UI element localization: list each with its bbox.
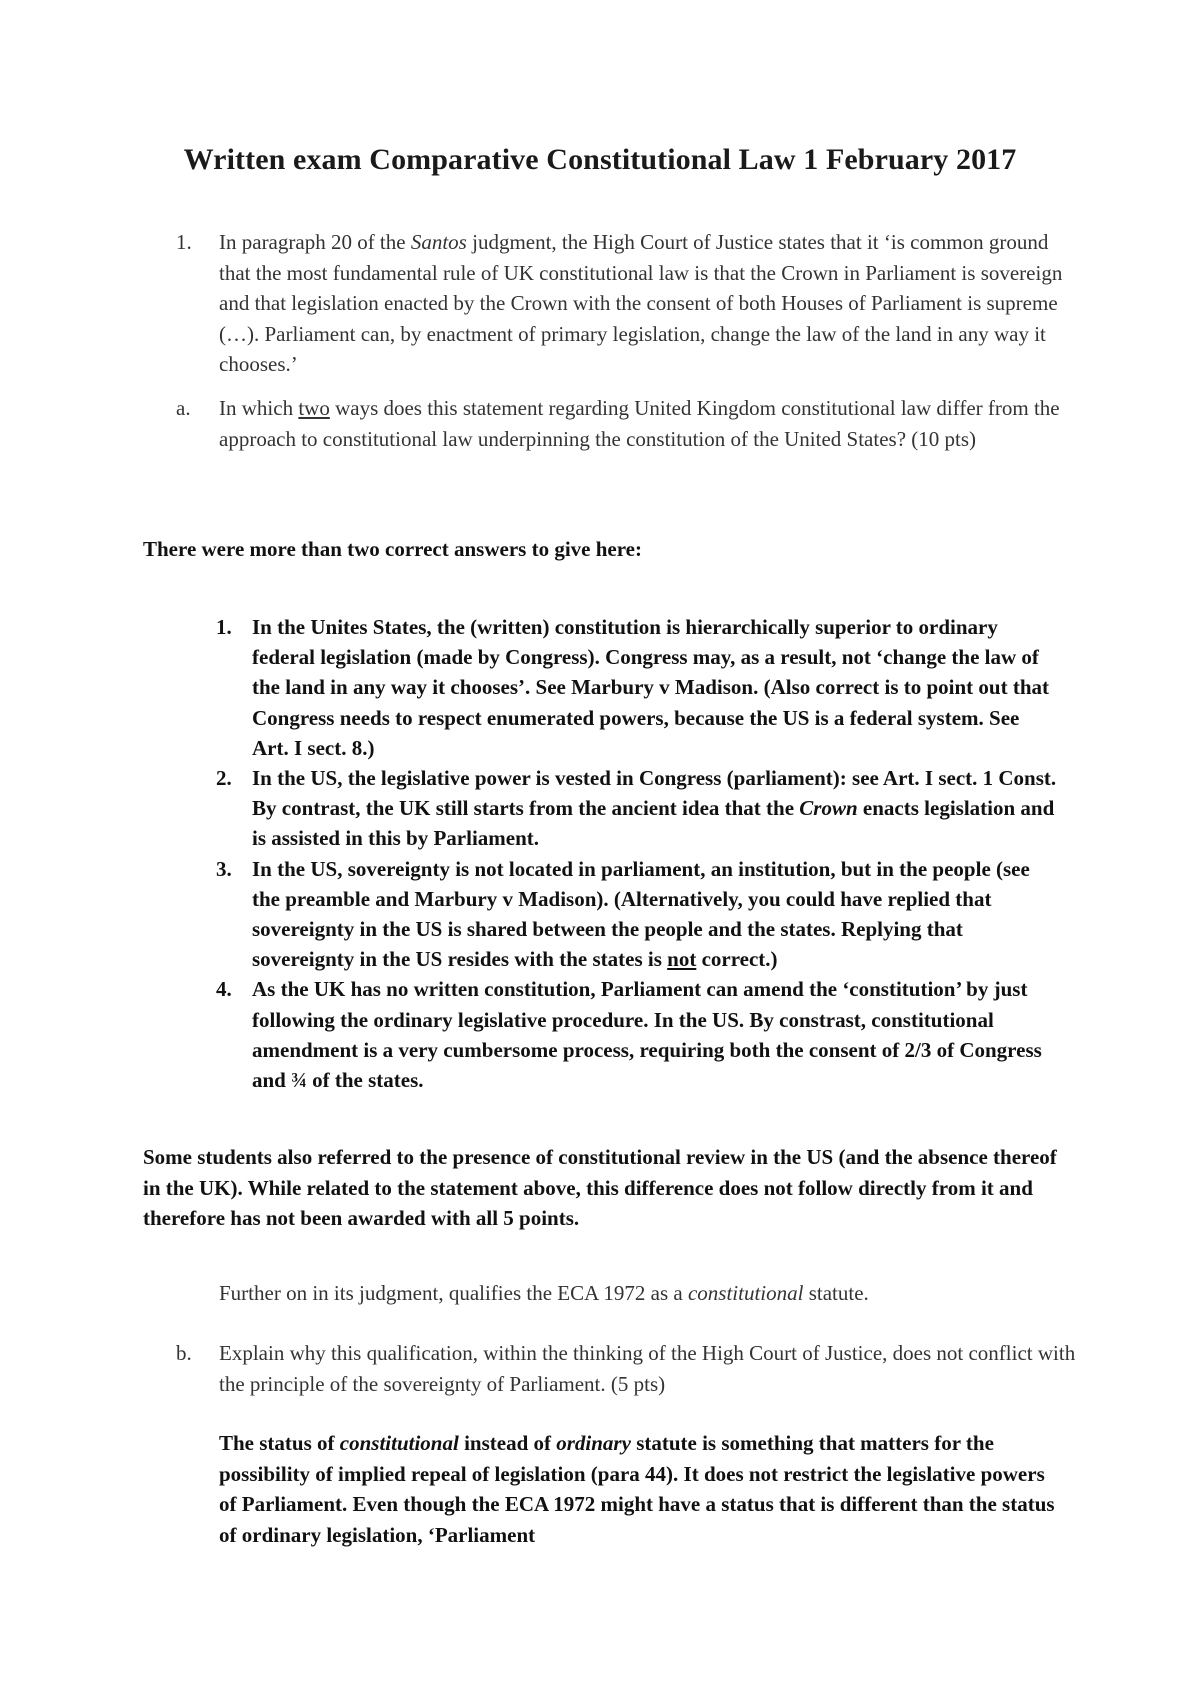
question-a-underlined: two (298, 396, 330, 420)
answer-b-italic: constitutional (339, 1431, 459, 1455)
answer-underlined: not (667, 947, 697, 972)
answer-b-part: statute is something that matters for the possibility of implied repeal of legislation (para 44). It does not restrict the legislative powers of Parliament. Even though the ECA 1972 might have a status that is different than the status of ordinary legislation, ‘Parliament (219, 1431, 1055, 1547)
answer-number: 3. (216, 856, 232, 881)
further-italic: constitutional (687, 1281, 804, 1305)
question-b (176, 1338, 1076, 1399)
answer-b (219, 1428, 1059, 1550)
answers-list (200, 612, 1060, 1095)
question-1-marker: 1. (176, 230, 192, 254)
question-b-marker: b. (176, 1341, 192, 1365)
answer-item (200, 763, 1060, 854)
answer-italic: Crown (799, 796, 858, 821)
question-a-text-part: ways does this statement regarding United Kingdom constitutional law differ from the approach to constitutional law underpinning the constitution of the United States? (10 pts) (219, 396, 1060, 451)
question-a (176, 393, 1076, 454)
answer-text: correct.) (696, 947, 778, 972)
further-text-part: statute. (803, 1281, 869, 1305)
question-b-text: Explain why this qualification, within the thinking of the High Court of Justice, does not conflict with the principle of the sovereignty of Parliament. (5 pts) (219, 1341, 1076, 1396)
question-a-text-part: In which (219, 396, 299, 420)
answer-number: 2. (216, 766, 232, 791)
answer-b-italic: ordinary (556, 1431, 631, 1455)
answer-text: enacts legislation and is assisted in this by Parliament. (252, 796, 1055, 851)
further-text-part: Further on in its judgment, qualifies the ECA 1972 as a (219, 1281, 688, 1305)
further-paragraph (219, 1278, 1079, 1309)
question-1-text-part: In paragraph 20 of the (219, 230, 411, 254)
answer-item (200, 612, 1060, 763)
page-title: Written exam Comparative Constitutional Law 1 February 2017 (183, 143, 1017, 176)
question-1-text (219, 227, 1076, 380)
answer-item (200, 974, 1060, 1095)
grading-remark: Some students also referred to the presence of constitutional review in the US (and the absence thereof in the UK). While related to the statement above, this difference does not follow directly from it and therefore has not been awarded with all 5 points. (143, 1145, 1057, 1230)
answer-b-part: instead of (458, 1431, 557, 1455)
answer-text: In the US, sovereignty is not located in parliament, an institution, but in the people (see the preamble and Marbury v Madison). (Alternatively, you could have replied that sovereignty in the US is shared between the people and the states. Replying that sovereignty in the US resides with the states is (252, 856, 1030, 972)
answers-intro: There were more than two correct answers to give here: (143, 537, 642, 561)
answer-text: As the UK has no written constitution, Parliament can amend the ‘constitution’ by just following the ordinary legislative procedure. In the US. By constrast, constitutional amendment is a very cumbersome process, requiring both the consent of 2/3 of Congress and ¾ of the states. (252, 977, 1042, 1093)
answer-text: In the Unites States, the (written) constitution is hierarchically superior to ordinary federal legislation (made by Congress). Congress may, as a result, not ‘change the law of the land in any way it chooses’. See Marbury v Madison. (Also correct is to point out that Congress needs to respect enumerated powers, because the US is a federal system. See Art. I sect. 8.) (252, 615, 1050, 760)
answer-number: 4. (216, 977, 232, 1002)
question-a-marker: a. (176, 396, 191, 420)
answer-number: 1. (216, 615, 232, 639)
answer-item (200, 854, 1060, 975)
answer-text: In the US, the legislative power is vested in Congress (parliament): see Art. I sect. 1 Const. By contrast, the UK still starts from the ancient idea that the (252, 766, 1057, 821)
question-1-text-part: judgment, the High Court of Justice states that it ‘is common ground that the most fundamental rule of UK constitutional law is that the Crown in Parliament is sovereign and that legislation enacted by the Crown with the consent of both Houses of Parliament is supreme (…). Parliament can, by enactment of primary legislation, change the law of the land in any way it chooses.’ (219, 230, 1063, 376)
question-a-text (219, 393, 1076, 454)
question-1 (176, 227, 1076, 380)
answer-b-part: The status of (219, 1431, 340, 1455)
question-1-italic: Santos (410, 230, 467, 254)
